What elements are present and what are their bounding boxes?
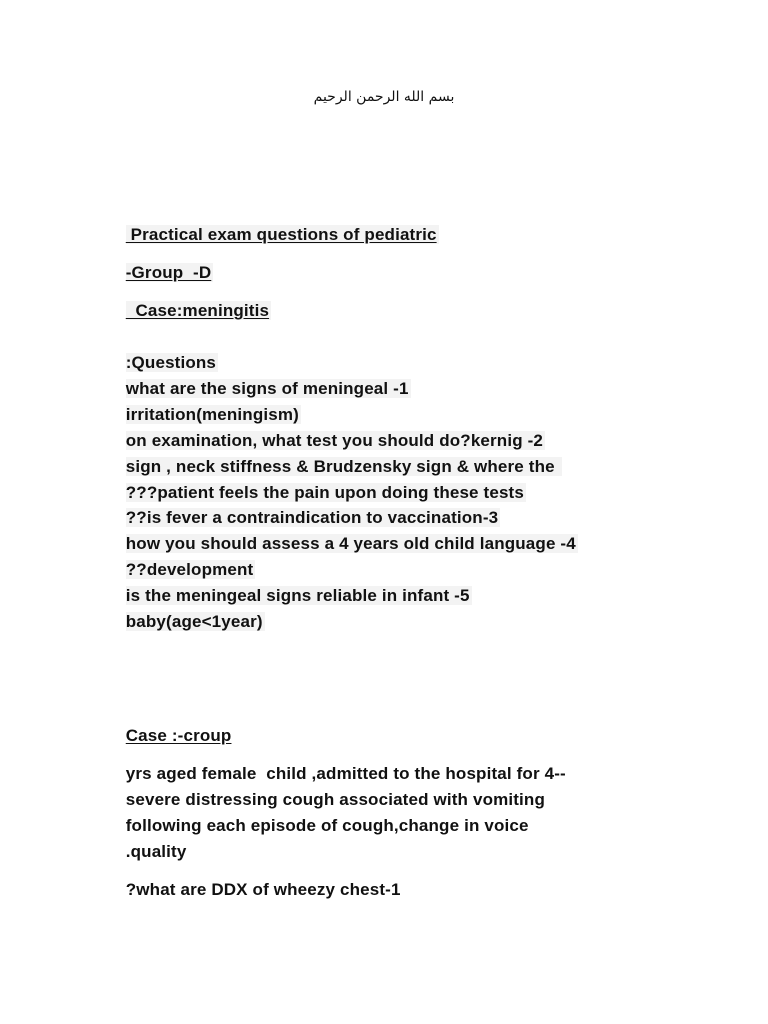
croup-question-text: ?what are DDX of wheezy chest-1 (125, 880, 401, 899)
document-title: Practical exam questions of pediatric (125, 225, 437, 244)
group-label: -Group -D (125, 263, 212, 282)
croup-description-text: .quality (125, 842, 187, 861)
basmala: بسم الله الرحمن الرحيم (313, 89, 455, 105)
meningitis-question-text: ???patient feels the pain upon doing these tests (125, 483, 524, 502)
meningitis-question-text: irritation(meningism) (125, 405, 299, 424)
croup-description-text: following each episode of cough,change in voice (125, 816, 529, 835)
meningitis-question-text: ??is fever a contraindication to vaccination-3 (125, 508, 499, 527)
meningitis-question-text: ??development (125, 560, 254, 579)
meningitis-question-text: what are the signs of meningeal -1 (125, 379, 409, 398)
meningitis-question-text: baby(age<1year) (125, 612, 263, 631)
case-meningitis-title: Case:meningitis (125, 301, 270, 320)
questions-label: :Questions (125, 353, 217, 372)
meningitis-question-line (116, 589, 265, 633)
meningitis-question-text: is the meningeal signs reliable in infant -5 (125, 586, 470, 605)
meningitis-question-text: on examination, what test you should do?kernig -2 (125, 431, 544, 450)
meningitis-question-text: how you should assess a 4 years old child language -4 (125, 534, 576, 553)
croup-description-text: yrs aged female child ,admitted to the hospital for 4-- (125, 764, 566, 783)
croup-question-line (116, 857, 401, 901)
croup-description-text: severe distressing cough associated with vomiting (125, 790, 545, 809)
case-meningitis-line (116, 278, 271, 322)
case-croup-title: Case :-croup (125, 726, 232, 745)
meningitis-question-text: sign , neck stiffness & Brudzensky sign & where the (125, 457, 560, 476)
